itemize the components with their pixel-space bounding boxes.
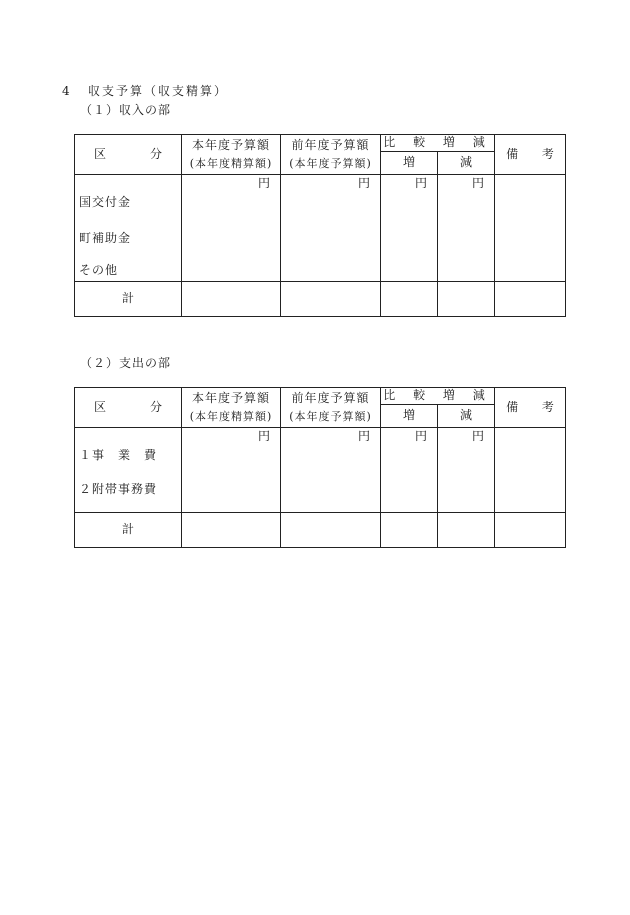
header-decrease: 減	[438, 152, 495, 175]
total-label: 計	[75, 513, 182, 548]
header-category: 区 分	[75, 135, 182, 175]
income-items-cell	[75, 175, 182, 282]
remarks-cell	[495, 175, 566, 282]
section-number: 4	[62, 84, 70, 98]
total-this-year	[182, 282, 281, 317]
total-remarks	[495, 282, 566, 317]
total-this-year	[182, 513, 281, 548]
remarks-cell	[495, 428, 566, 513]
expense-subtitle: （２）支出の部	[80, 356, 172, 370]
decrease-unit: 円	[438, 428, 495, 513]
header-this-year-note: (本年度精算額)	[189, 156, 273, 170]
total-increase	[381, 513, 438, 548]
increase-unit: 円	[381, 175, 438, 282]
header-this-year-note: (本年度精算額)	[189, 409, 273, 423]
last-year-unit: 円	[281, 175, 381, 282]
total-remarks	[495, 513, 566, 548]
total-increase	[381, 282, 438, 317]
last-year-unit: 円	[281, 428, 381, 513]
expense-items-cell	[75, 428, 182, 513]
header-last-year	[281, 135, 381, 175]
expense-table	[74, 387, 566, 548]
header-last-year-note: (本年度予算額)	[289, 156, 372, 170]
header-comparison: 比 較 増 減	[381, 135, 495, 152]
list-item: その他	[79, 263, 119, 277]
section-title: 収支予算（収支精算）	[88, 84, 229, 98]
income-table	[74, 134, 566, 317]
header-last-year	[281, 388, 381, 428]
header-category: 区 分	[75, 388, 182, 428]
header-this-year	[182, 388, 281, 428]
list-item: 町補助金	[79, 231, 132, 245]
header-increase: 増	[381, 152, 438, 175]
header-this-year-label: 本年度予算額	[191, 138, 270, 153]
header-increase: 増	[381, 405, 438, 428]
total-last-year	[281, 282, 381, 317]
this-year-unit: 円	[182, 428, 281, 513]
total-label: 計	[75, 282, 182, 317]
increase-unit: 円	[381, 428, 438, 513]
income-subtitle: （１）収入の部	[80, 103, 172, 117]
header-decrease: 減	[438, 405, 495, 428]
header-this-year-label: 本年度予算額	[191, 391, 270, 406]
list-item: 国交付金	[79, 195, 132, 209]
section-heading	[62, 82, 228, 99]
header-remarks: 備 考	[495, 388, 566, 428]
list-item: ２附帯事務費	[79, 482, 158, 496]
header-last-year-label: 前年度予算額	[291, 391, 370, 406]
list-item: １事 業 費	[79, 448, 158, 462]
total-decrease	[438, 513, 495, 548]
this-year-unit: 円	[182, 175, 281, 282]
header-last-year-note: (本年度予算額)	[289, 409, 372, 423]
header-comparison: 比 較 増 減	[381, 388, 495, 405]
header-remarks: 備 考	[495, 135, 566, 175]
header-this-year	[182, 135, 281, 175]
decrease-unit: 円	[438, 175, 495, 282]
header-last-year-label: 前年度予算額	[291, 138, 370, 153]
total-decrease	[438, 282, 495, 317]
total-last-year	[281, 513, 381, 548]
